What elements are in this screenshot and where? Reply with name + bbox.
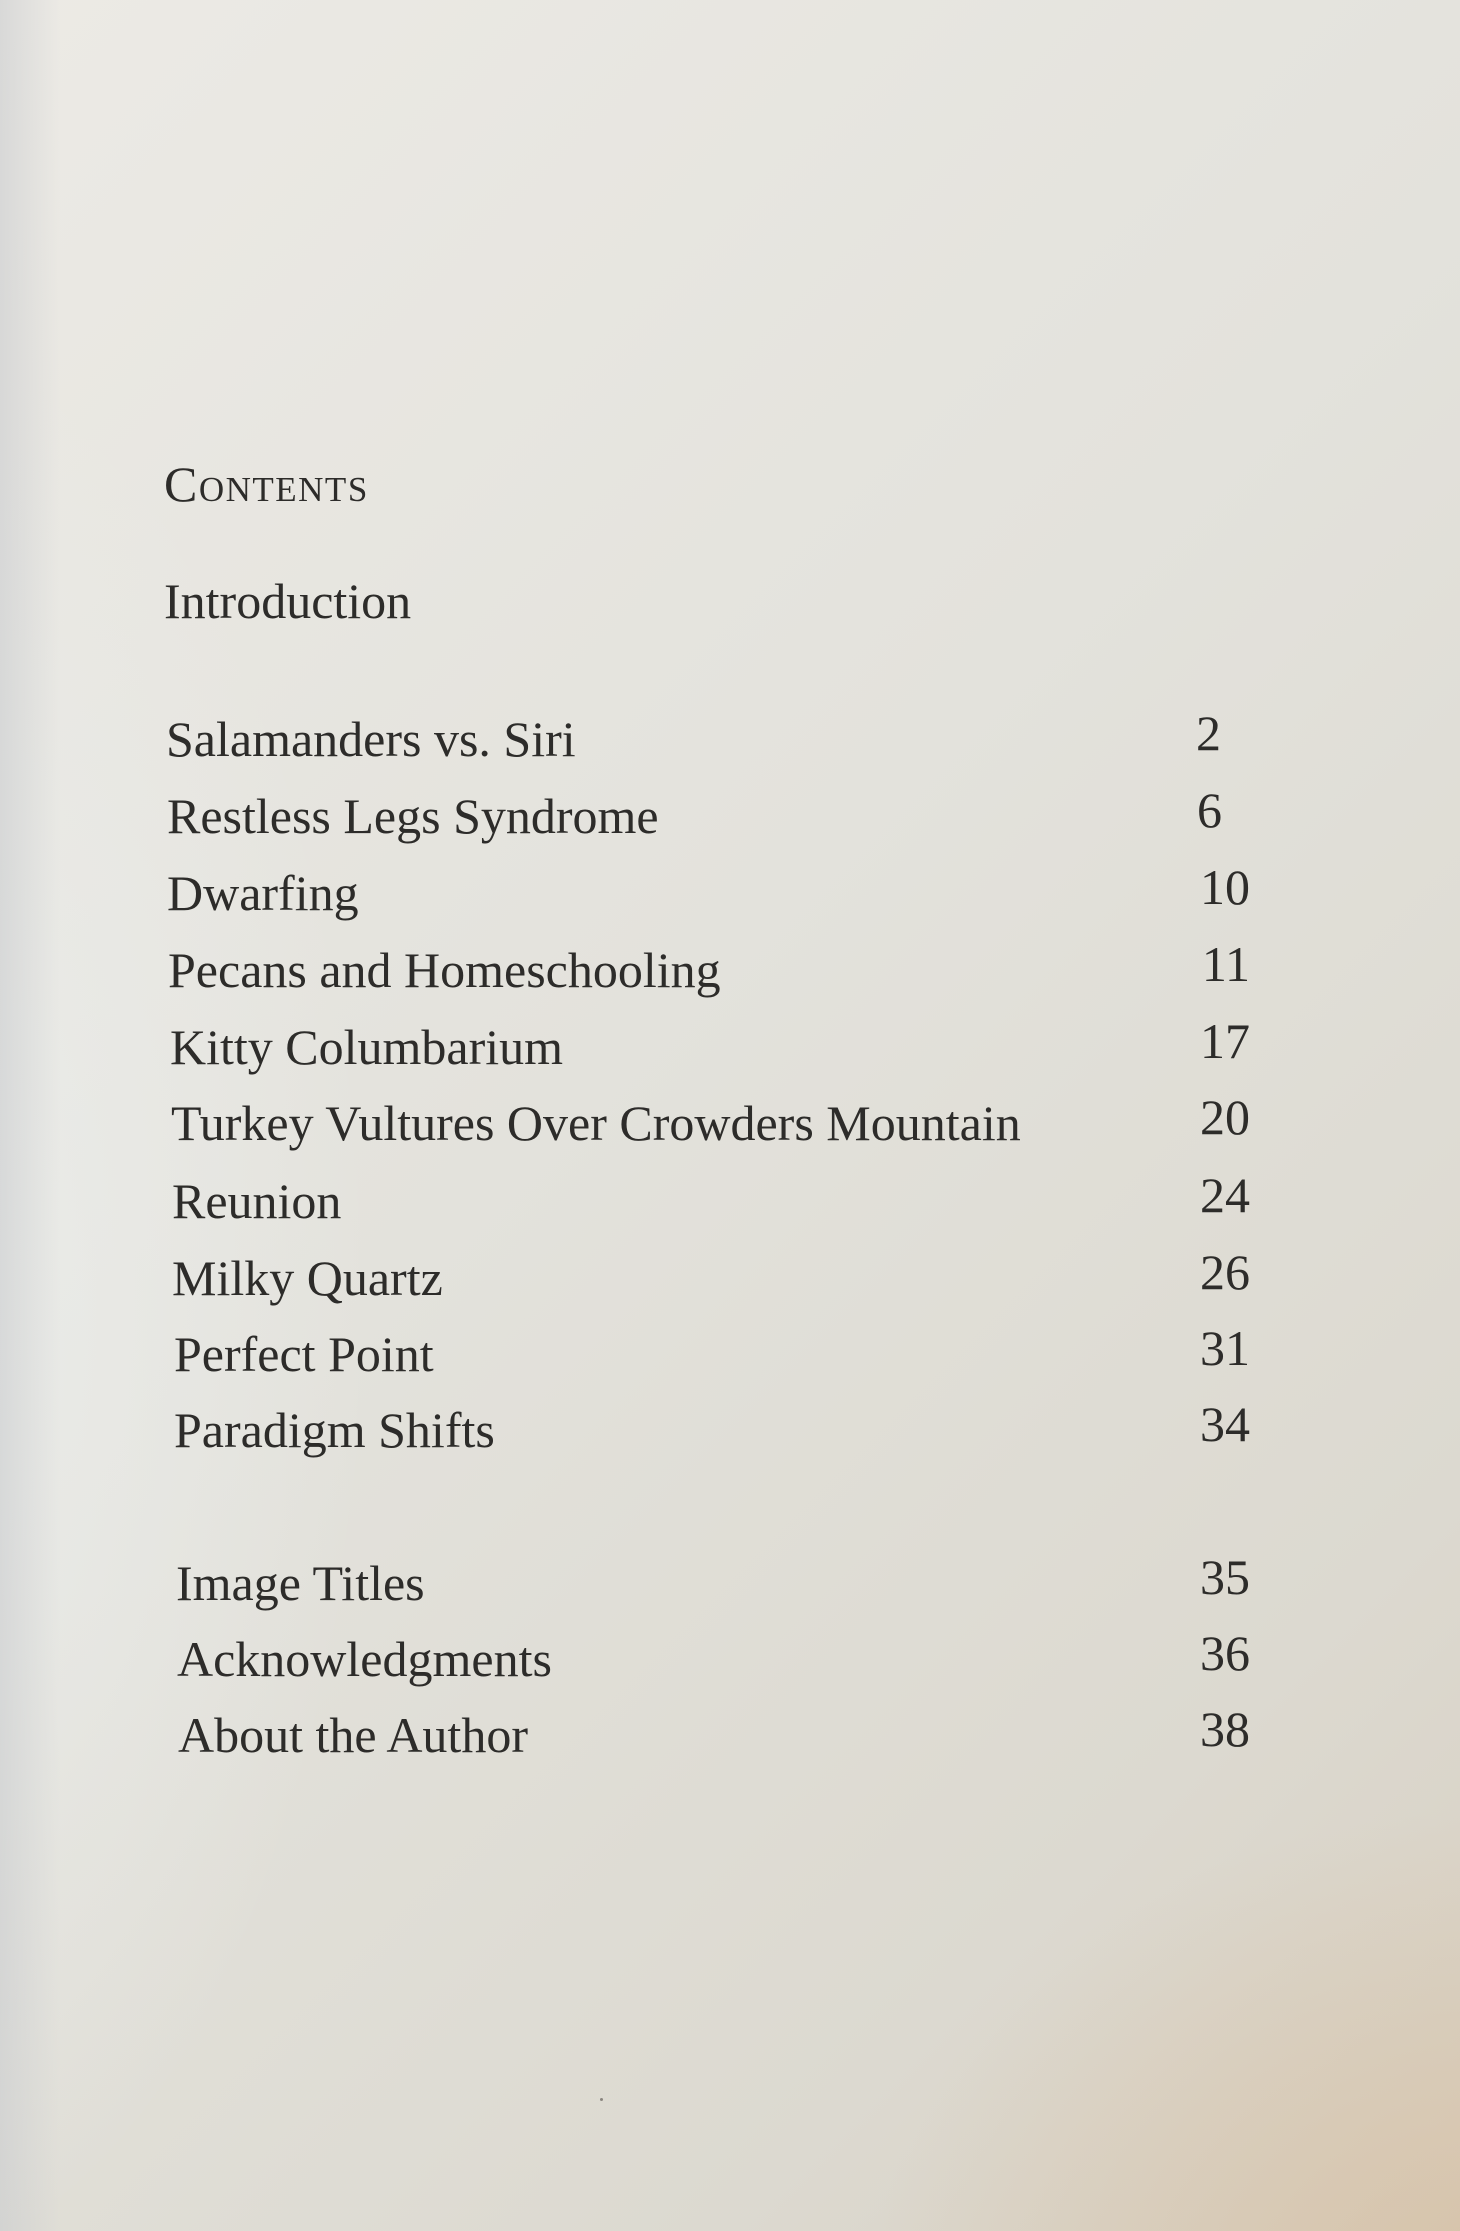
toc-entry [168,936,1250,1001]
toc-entry [167,782,1225,847]
toc-entry-title: Paradigm Shifts [174,1402,495,1458]
toc-entry [176,1549,1250,1614]
toc-entry-title: Kitty Columbarium [170,1019,564,1075]
toc-entry [171,1089,1250,1154]
toc-entry [177,1625,1250,1690]
toc-entry [178,1701,1250,1766]
toc-entry [174,1396,1250,1461]
toc-entry-page: 24 [1200,1167,1250,1223]
toc-entry-page: 26 [1200,1244,1250,1300]
paper-speck [600,2098,603,2101]
toc-entry-title: Salamanders vs. Siri [166,711,576,767]
toc-entry-page: 34 [1200,1396,1250,1452]
toc-entry-page: 20 [1200,1089,1250,1145]
toc-entry [174,1320,1250,1385]
introduction-entry: Introduction [164,573,412,629]
toc-entry-page: 17 [1200,1013,1250,1069]
toc-entry-title: Turkey Vultures Over Crowders Mountain [171,1095,1021,1151]
toc-entry-page: 6 [1197,782,1222,838]
toc-entry-title: Perfect Point [174,1326,434,1382]
toc-entry-page: 11 [1201,936,1250,992]
toc-entry-title: Pecans and Homeschooling [168,942,721,998]
toc-entry-page: 31 [1200,1320,1250,1376]
page-edge-shadow [0,0,60,2231]
toc-entry-title: Acknowledgments [177,1631,552,1687]
toc-entry [167,859,1250,924]
toc-entry-page: 2 [1196,705,1221,761]
toc-entry-title: About the Author [178,1707,528,1763]
toc-entry [172,1167,1250,1232]
toc-entry [172,1244,1250,1309]
toc-entry-title: Image Titles [176,1555,425,1611]
toc-entry-title: Dwarfing [167,865,359,921]
toc-entry [166,705,1224,770]
toc-entry-page: 38 [1200,1701,1250,1757]
toc-entry-title: Reunion [172,1173,342,1229]
toc-entry [170,1013,1250,1078]
toc-entry-page: 10 [1200,859,1250,915]
toc-entry-title: Restless Legs Syndrome [167,788,659,844]
toc-entry-page: 36 [1200,1625,1250,1681]
contents-heading: Contents [164,456,369,512]
toc-entry-page: 35 [1200,1549,1250,1605]
toc-entry-title: Milky Quartz [172,1250,443,1306]
